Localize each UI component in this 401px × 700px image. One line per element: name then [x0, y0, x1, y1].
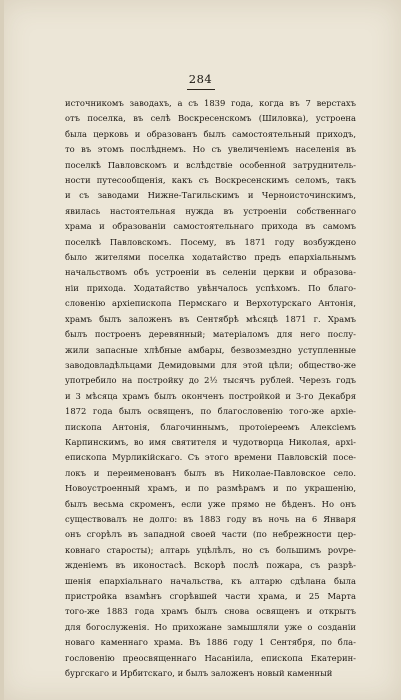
text-line: и съ заводами Нижне-Тагильскимъ и Черноисточинскимъ,	[65, 190, 356, 201]
text-line: шенія епархіальнаго начальства, къ алтарю сдѣлана была	[65, 575, 356, 586]
text-line: ніи прихода. Ходатайство увѣнчалось успѣхомъ. По благо-	[65, 282, 356, 293]
text-line: ности путесообщенія, какъ съ Воскресенскимъ селомъ, такъ	[65, 175, 356, 186]
text-line: употребило на постройку до 2½ тысячъ рублей. Черезъ годъ	[65, 375, 356, 386]
text-line: локъ и переименованъ былъ въ Николае-Павловское село.	[65, 467, 356, 478]
text-line: источникомъ заводахъ, а съ 1839 года, когда въ 7 верстахъ	[65, 98, 356, 108]
text-line: того-же 1883 года храмъ былъ снова освященъ и открытъ	[65, 606, 356, 617]
text-line: епископа Мурликійскаго. Съ этого времени Павловскій посе-	[65, 452, 356, 463]
text-line: Карпинскимъ, во имя святителя и чудотворца Николая, архі-	[65, 436, 356, 447]
text-line: то въ этомъ послѣднемъ. Но съ увеличеніемъ населенія въ	[65, 144, 356, 155]
text-line: былъ весьма скроменъ, если уже прямо не бѣденъ. Но онъ	[65, 498, 356, 509]
text-line: была церковь и образованъ былъ самостоятельный приходъ,	[65, 128, 356, 139]
text-line: было жителями поселка ходатайство предъ епархіальнымъ	[65, 252, 356, 263]
text-line: поселкѣ Павловскомъ. Посему, въ 1871 году возбуждено	[65, 236, 356, 247]
text-line: словенію архіепископа Пермскаго и Верхотурскаго Антонія,	[65, 298, 356, 309]
text-line: храма и образованіи самостоятельнаго прихода въ самомъ	[65, 221, 356, 232]
text-line: храмъ былъ заложенъ въ Сентябрѣ мѣсяцѣ 1871 г. Храмъ	[65, 313, 356, 324]
text-line: Новоустроенный храмъ, и по размѣрамъ и по украшенію,	[65, 483, 356, 494]
text-line: новаго каменнаго храма. Въ 1886 году 1 Сентября, по бла-	[65, 637, 356, 648]
text-line: ковнаго старосты); алтарь уцѣлѣлъ, но съ большимъ povре-	[65, 544, 356, 555]
text-line: жили запасные хлѣбные амбары, безвозмездно уступленные	[65, 344, 356, 355]
text-line: начальствомъ объ устроеніи въ селеніи церкви и образова-	[65, 267, 356, 278]
text-line: онъ сгорѣлъ въ западной своей части (по небрежности цер-	[65, 529, 356, 540]
text-line: гословенію преосвященнаго Насаніила, епископа Екатерин-	[65, 652, 356, 663]
text-line: бургскаго и Ирбитскаго, и былъ заложенъ новый каменный	[65, 668, 333, 679]
text-line: поселкѣ Павловскомъ и вслѣдствіе особенной затруднитель-	[65, 159, 356, 170]
page-number: 284	[188, 72, 213, 86]
text-line: и 3 мѣсяца храмъ былъ оконченъ постройкой и 3-го Декабря	[65, 390, 356, 401]
text-line: 1872 года былъ освященъ, по благословенію того-же архіе-	[65, 406, 356, 417]
text-line: пископа Антонія, благочиннымъ, протоіереемъ Алексіемъ	[65, 421, 356, 432]
text-line: пристройка взамѣнъ сгорѣвшей части храма, и 25 Марта	[65, 591, 356, 601]
text-line: отъ поселка, въ селѣ Воскресенскомъ (Шиловка), устроена	[65, 113, 356, 124]
text-line: заводовладѣльцами Демидовыми для этой цѣли; общество-же	[65, 359, 356, 370]
text-line: для богослуженія. Но прихожане замышляли уже о созданіи	[65, 621, 356, 632]
page-edge-shadow	[0, 0, 4, 700]
page-number-rule	[187, 89, 215, 90]
body-text	[65, 96, 356, 681]
text-line: существовалъ не долго: въ 1883 году въ ночь на 6 Января	[65, 513, 356, 524]
text-line: явилась настоятельная нужда въ устроеніи собственнаго	[65, 205, 356, 216]
text-line: жденіемъ въ иконостасѣ. Вскорѣ послѣ пожара, съ разрѣ-	[65, 560, 356, 571]
text-line: былъ построенъ деревянный; матеріаломъ для него послу-	[65, 329, 356, 340]
